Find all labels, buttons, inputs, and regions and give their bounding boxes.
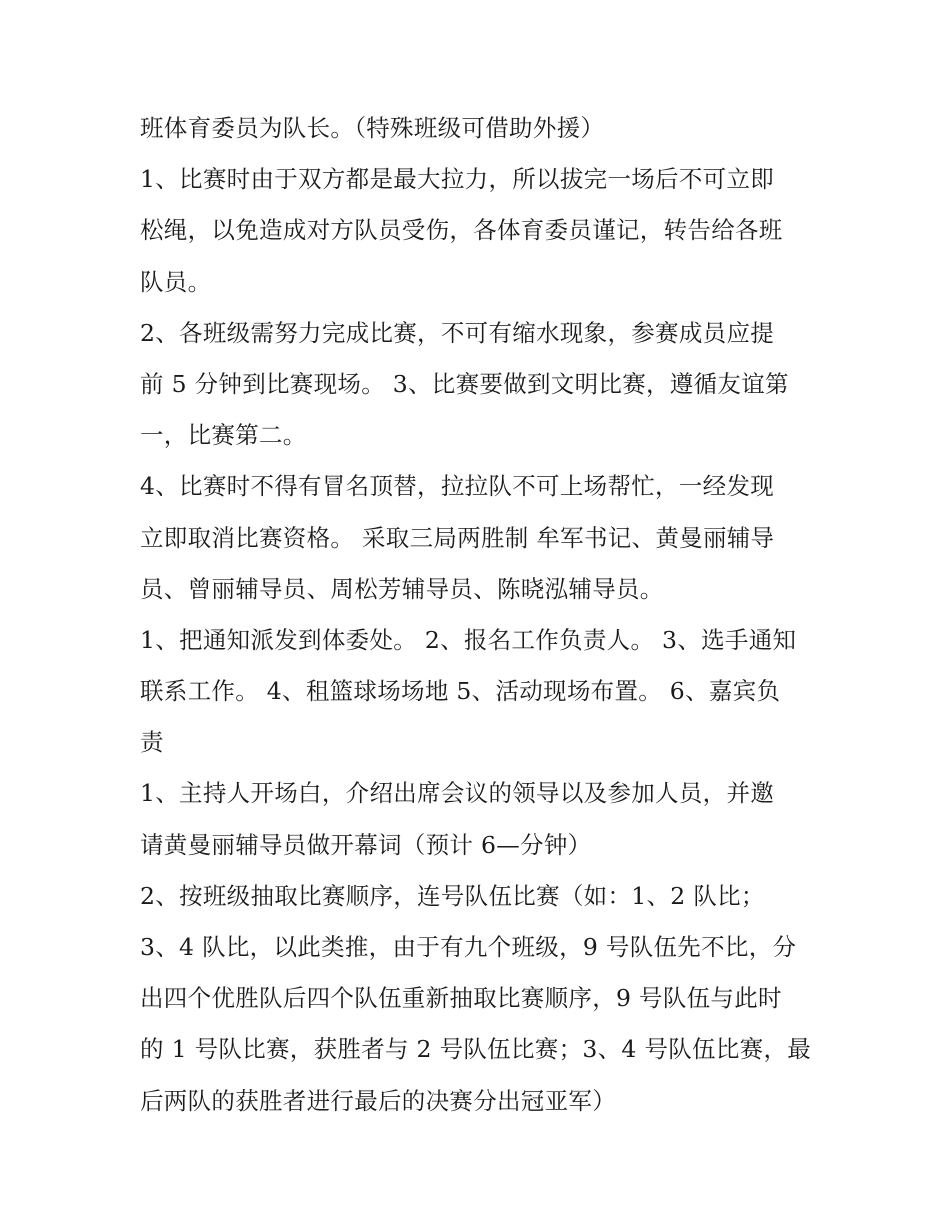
text-line: 员、曾丽辅导员、周松芳辅导员、陈晓泓辅导员。: [140, 574, 664, 603]
text-line: 4、比赛时不得有冒名顶替，拉拉队不可上场帮忙，一经发现: [140, 472, 775, 501]
text-line: 1、比赛时由于双方都是最大拉力，所以拔完一场后不可立即: [140, 165, 775, 194]
text-line: 联系工作。 4、租篮球场场地 5、活动现场布置。 6、嘉宾负: [140, 677, 781, 706]
text-line: 1、主持人开场白，介绍出席会议的领导以及参加人员，并邀: [140, 779, 775, 808]
text-line: 后两队的获胜者进行最后的决赛分出冠亚军）: [140, 1086, 616, 1115]
text-line: 2、按班级抽取比赛顺序，连号队伍比赛（如：1、2 队比；: [140, 881, 765, 910]
text-line: 班体育委员为队长。（特殊班级可借助外援）: [140, 114, 605, 142]
text-line: 请黄曼丽辅导员做开幕词（预计 6—分钟）: [140, 830, 592, 859]
text-line: 立即取消比赛资格。 采取三局两胜制 牟军书记、黄曼丽辅导: [140, 523, 775, 552]
text-line: 一，比赛第二。: [140, 421, 307, 450]
text-line: 前 5 分钟到比赛现场。 3、比赛要做到文明比赛，遵循友谊第: [140, 369, 789, 398]
text-line: 出四个优胜队后四个队伍重新抽取比赛顺序，9 号队伍与此时: [140, 984, 782, 1013]
text-line: 1、把通知派发到体委处。 2、报名工作负责人。 3、选手通知: [140, 625, 797, 654]
document-body: [140, 103, 815, 1127]
text-line: 的 1 号队比赛，获胜者与 2 号队伍比赛；3、4 号队伍比赛，最: [140, 1035, 812, 1064]
text-line: 2、各班级需努力完成比赛，不可有缩水现象，参赛成员应提: [140, 318, 775, 347]
text-line: 责: [140, 728, 164, 757]
text-line: 3、4 队比，以此类推，由于有九个班级，9 号队伍先不比，分: [140, 933, 797, 961]
text-line: 松绳，以免造成对方队员受伤，各体育委员谨记，转告给各班: [140, 216, 783, 245]
text-line: 队员。: [140, 267, 212, 296]
